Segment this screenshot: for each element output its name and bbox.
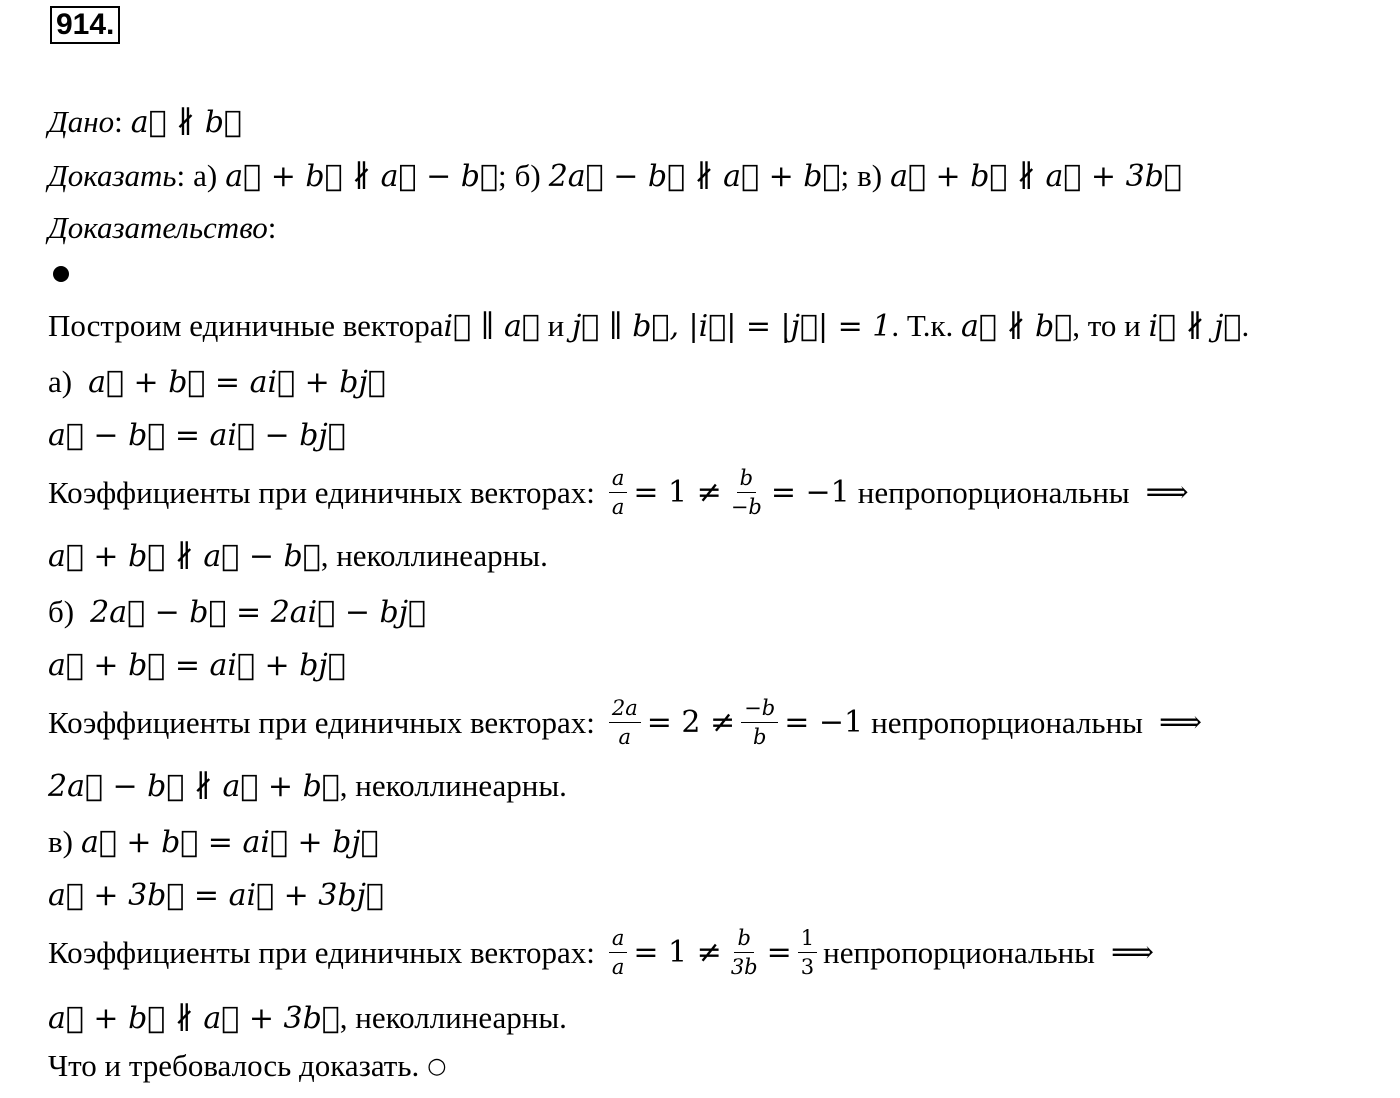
prove-sep2: ;: [840, 158, 850, 193]
part-b-concl-line: [48, 768, 567, 804]
part-c-coef-text: Коэффициенты при единичных векторах:: [48, 934, 595, 970]
part-a-fraction-2: [728, 466, 765, 519]
part-b-eq1-line: [48, 594, 426, 630]
part-c-coef-line: [48, 926, 1154, 979]
part-c-fraction-3: [798, 926, 817, 979]
part-a-concl-line: [48, 538, 548, 574]
construct-expr4: i⃗ ∦ j⃗: [1148, 308, 1242, 344]
implies-icon: ⟹: [1111, 935, 1155, 970]
qed-text: Что и требовалось доказать.: [48, 1048, 420, 1083]
fraction-denominator: 3b: [730, 955, 758, 979]
part-a-eq2-line: [48, 418, 346, 453]
part-b-mid2: = −1: [784, 705, 864, 740]
fraction-numerator: 1: [798, 926, 817, 953]
prove-label: Доказать: [48, 158, 177, 193]
part-c-mid2: =: [766, 935, 792, 970]
part-a-nonprop: непропорциональны: [857, 474, 1130, 510]
part-a-eq2: a⃗ − b⃗ = ai⃗ − bj⃗: [48, 418, 346, 453]
part-a-concl-expr: a⃗ + b⃗ ∦ a⃗ − b⃗: [48, 538, 321, 574]
prove-c-expr: a⃗ + b⃗ ∦ a⃗ + 3b⃗: [890, 158, 1182, 194]
part-a-concl-text: , неколлинеарны.: [320, 538, 548, 573]
construct-and: и: [539, 308, 572, 343]
part-c-label: в): [48, 824, 73, 859]
construct-expr1: i⃗ ∥ a⃗: [443, 308, 540, 344]
part-a-mid1: = 1 ≠: [633, 475, 722, 510]
prove-b-label: б): [514, 158, 541, 193]
given-label: Дано: [48, 104, 115, 139]
part-b-coef-line: [48, 696, 1202, 749]
construct-text1: Построим единичные вектора: [48, 308, 444, 343]
part-a-coef-line: [48, 466, 1189, 519]
fraction-denominator: a: [618, 725, 632, 749]
part-c-eq1-line: [48, 824, 379, 860]
part-b-concl-text: , неколлинеарны.: [339, 768, 567, 803]
part-b-concl-expr: 2a⃗ − b⃗ ∦ a⃗ + b⃗: [48, 768, 340, 804]
part-b-label: б): [48, 594, 75, 629]
part-b-eq2-line: [48, 648, 346, 683]
proof-line: [48, 210, 276, 246]
fraction-denominator: −b: [730, 495, 762, 519]
prove-a-expr: a⃗ + b⃗ ∦ a⃗ − b⃗: [225, 158, 498, 194]
qed-circle-icon: ○: [427, 1053, 447, 1079]
part-c-eq1: a⃗ + b⃗ = ai⃗ + bj⃗: [80, 824, 379, 860]
part-b-nonprop: непропорциональны: [871, 704, 1143, 740]
problem-number: 914.: [50, 6, 120, 44]
fraction-denominator: a: [611, 955, 625, 979]
fraction-numerator: b: [737, 466, 756, 493]
given-colon: :: [114, 104, 123, 139]
construct-text3: , то и: [1072, 308, 1149, 343]
proof-label: Доказательство: [48, 210, 268, 245]
construct-expr3: a⃗ ∦ b⃗: [961, 308, 1073, 344]
part-a-coef-text: Коэффициенты при единичных векторах:: [48, 474, 595, 510]
part-c-concl-text: , неколлинеарны.: [339, 1000, 567, 1035]
prove-colon: :: [176, 158, 186, 193]
proof-colon: :: [267, 210, 277, 245]
part-a-eq1-line: [48, 364, 386, 400]
part-a-mid2: = −1: [770, 475, 850, 510]
part-b-mid1: = 2 ≠: [646, 705, 736, 740]
fraction-denominator: 3: [800, 955, 815, 979]
construct-line: [48, 308, 1249, 344]
part-c-fraction-2: [728, 926, 761, 979]
construct-expr2: j⃗ ∥ b⃗, |i⃗| = |j⃗| = 1: [572, 308, 892, 344]
part-a-fraction-1: [609, 466, 628, 519]
part-c-mid1: = 1 ≠: [633, 935, 722, 970]
part-b-coef-text: Коэффициенты при единичных векторах:: [48, 704, 595, 740]
prove-c-label: в): [857, 158, 883, 193]
prove-line: [48, 158, 1182, 194]
part-c-fraction-1: [609, 926, 628, 979]
part-c-concl-expr: a⃗ + b⃗ ∦ a⃗ + 3b⃗: [48, 1000, 340, 1036]
part-c-concl-line: [48, 1000, 567, 1036]
part-c-eq2-line: [48, 878, 384, 913]
prove-a-label: а): [193, 158, 218, 193]
implies-icon: ⟹: [1145, 475, 1189, 510]
qed-line: [48, 1048, 446, 1084]
fraction-numerator: b: [734, 926, 753, 953]
given-expr: a⃗ ∦ b⃗: [130, 104, 242, 140]
fraction-numerator: a: [609, 466, 628, 493]
part-a-eq1: a⃗ + b⃗ = ai⃗ + bj⃗: [88, 364, 386, 400]
part-c-eq2: a⃗ + 3b⃗ = ai⃗ + 3bj⃗: [48, 878, 384, 913]
fraction-numerator: 2a: [609, 696, 641, 723]
prove-sep1: ;: [497, 158, 507, 193]
part-a-label: а): [48, 364, 73, 399]
prove-b-expr: 2a⃗ − b⃗ ∦ a⃗ + b⃗: [548, 158, 841, 194]
part-b-eq1: 2a⃗ − b⃗ = 2ai⃗ − bj⃗: [90, 594, 426, 630]
part-b-fraction-1: [609, 696, 641, 749]
given-line: [48, 104, 242, 140]
fraction-numerator: −b: [741, 696, 778, 723]
fraction-denominator: b: [752, 725, 767, 749]
implies-icon: ⟹: [1158, 705, 1202, 740]
bullet-icon: [53, 266, 69, 282]
construct-text2: . Т.к.: [891, 308, 962, 343]
part-c-nonprop: непропорциональны: [823, 934, 1095, 970]
fraction-numerator: a: [609, 926, 628, 953]
part-b-fraction-2: [741, 696, 778, 749]
construct-text4: .: [1241, 308, 1250, 343]
part-b-eq2: a⃗ + b⃗ = ai⃗ + bj⃗: [48, 648, 346, 683]
fraction-denominator: a: [611, 495, 625, 519]
